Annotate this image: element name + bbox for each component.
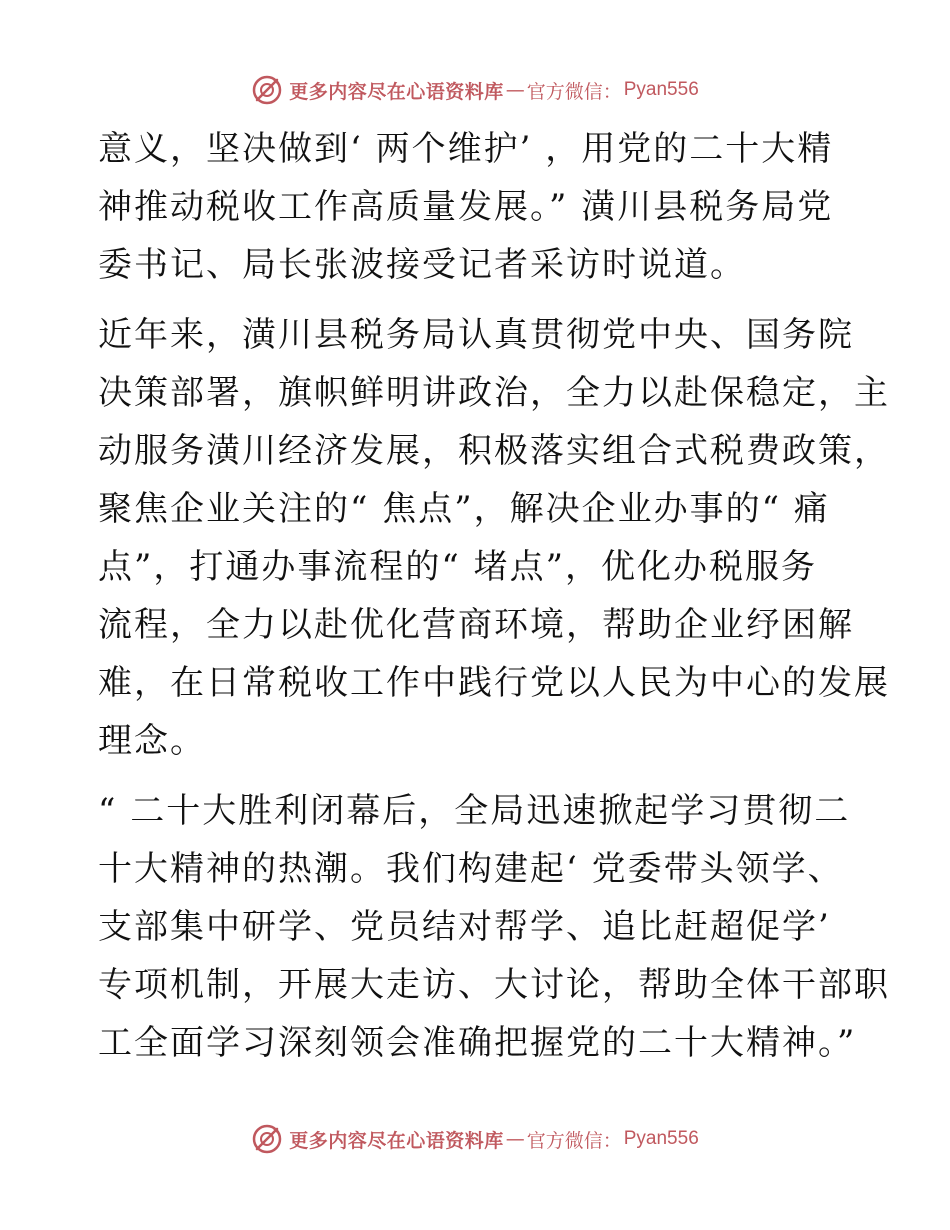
watermark-wechat-label: 官方微信： [526,80,622,103]
watermark-header [0,68,950,112]
brand-logo-icon [251,74,283,106]
text-line: 难，在日常税收工作中践行党以人民为中心的发展 [98,663,890,703]
watermark-dash: — [505,1128,525,1150]
paragraph-3 [98,782,890,1072]
watermark-main-text: 更多内容尽在心语资料库 [289,1129,504,1152]
text-line: 决策部署，旗帜鲜明讲政治，全力以赴保稳定，主 [98,373,890,413]
text-line: 点”，打通办事流程的“ 堵点”，优化办税服务 [98,547,817,587]
text-line: 近年来，潢川县税务局认真贯彻党中央、国务院 [98,315,854,355]
text-line: 神推动税收工作高质量发展。” 潢川县税务局党 [98,187,834,227]
text-line: 动服务潢川经济发展，积极落实组合式税费政策， [98,431,890,471]
watermark-handle: Pyan556 [623,79,699,100]
text-line: 十大精神的热潮。我们构建起‘ 党委带头领学、 [98,849,844,889]
text-line: “ 二十大胜利闭幕后，全局迅速掀起学习贯彻二 [98,791,851,831]
text-line: 支部集中研学、党员结对帮学、追比赶超促学’ [98,907,831,947]
text-line: 聚焦企业关注的“ 焦点”，解决企业办事的“ 痛 [98,489,830,529]
text-line: 意义，坚决做到‘ 两个维护’ ，用党的二十大精 [98,129,834,169]
text-line: 流程，全力以赴优化营商环境，帮助企业纾困解 [98,605,854,645]
watermark-dash: — [505,79,525,101]
text-line: 工全面学习深刻领会准确把握党的二十大精神。” [98,1023,857,1063]
text-line: 理念。 [98,721,206,761]
watermark-footer [0,1117,950,1161]
text-line: 委书记、局长张波接受记者采访时说道。 [98,245,746,285]
watermark-handle: Pyan556 [623,1128,699,1149]
paragraph-1 [98,120,858,294]
document-body [98,120,890,1072]
watermark-wechat-label: 官方微信： [526,1129,622,1152]
brand-logo-icon [251,1123,283,1155]
watermark-main-text: 更多内容尽在心语资料库 [289,80,504,103]
text-line: 专项机制，开展大走访、大讨论，帮助全体干部职 [98,965,890,1005]
paragraph-2 [98,306,890,770]
